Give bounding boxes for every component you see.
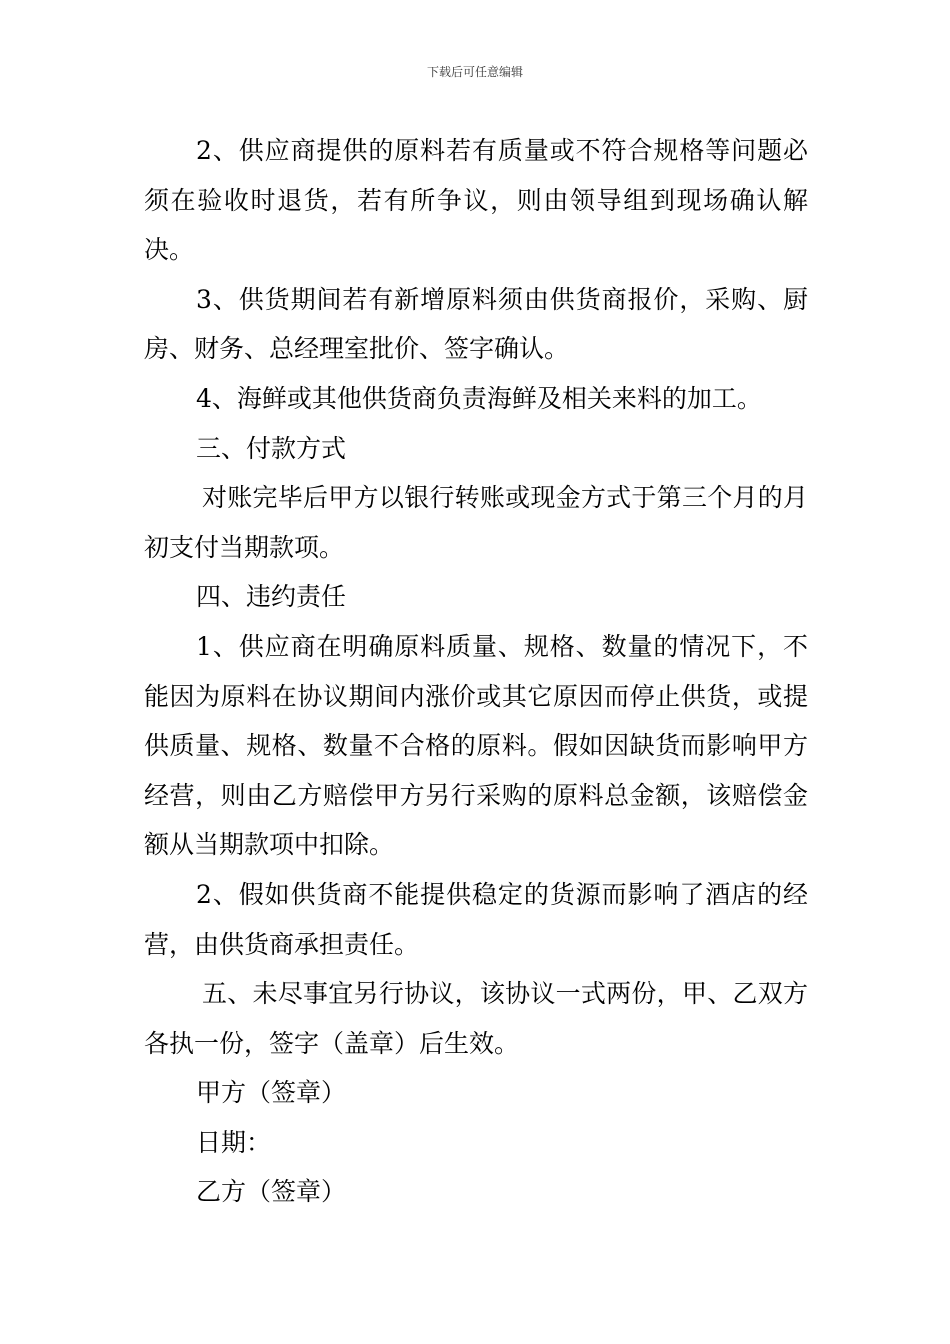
clause-4-seafood-processing: 4、海鲜或其他供货商负责海鲜及相关来料的加工。: [196, 383, 762, 413]
page-header: 下载后可任意编辑: [426, 65, 523, 79]
document-body: [144, 126, 808, 1217]
section-other-matters: 五、未尽事宜另行协议，该协议一式两份，甲、乙双方各执一份，签字（盖章）后生效。: [144, 979, 808, 1058]
liability-clause-2: 2、假如供货商不能提供稳定的货源而影响了酒店的经营，由供货商承担责任。: [144, 879, 808, 959]
date-label: 日期：: [196, 1127, 272, 1157]
liability-clause-1: 1、供应商在明确原料质量、规格、数量的情况下，不能因为原料在协议期间内涨价或其它原因而停止供货，或提供质量、规格、数量不合格的原料。假如因缺货而影响甲方经营，则由乙方赔偿甲方另行采购的原料总金额，该赔偿金额从当期款项中扣除。: [144, 631, 808, 860]
clause-3-new-materials: 3、供货期间若有新增原料须由供货商报价，采购、厨房、财务、总经理室批价、签字确认。: [144, 284, 808, 364]
party-a-signature: 甲方（签章）: [196, 1078, 347, 1108]
party-b-signature: 乙方（签章）: [196, 1177, 347, 1207]
clause-2-quality-return: 2、供应商提供的原料若有质量或不符合规格等问题必须在验收时退货，若有所争议，则由领导组到现场确认解决。: [144, 136, 808, 265]
section-heading-payment: 三、付款方式: [196, 433, 347, 463]
payment-terms: 对账完毕后甲方以银行转账或现金方式于第三个月的月初支付当期款项。: [144, 483, 808, 562]
section-heading-liability: 四、违约责任: [196, 582, 347, 612]
